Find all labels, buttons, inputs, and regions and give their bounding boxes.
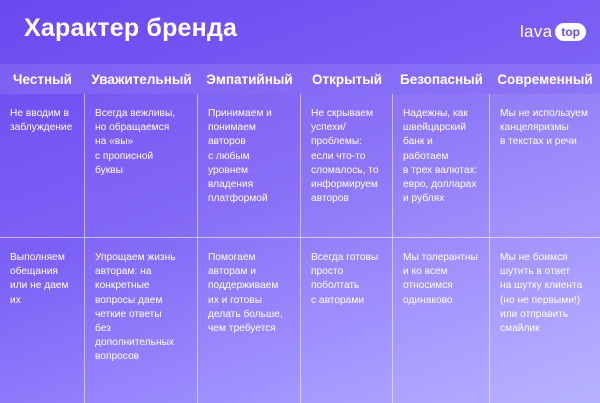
cell-text: Упрощаем жизнь авторам: на конкретные вопросы даем четкие ответы без дополнительных вопросов bbox=[95, 252, 176, 363]
column-header-respectful: Уважительный bbox=[91, 71, 192, 87]
cell-text: Всегда вежливы, но обращаемся на «вы» с прописной буквы bbox=[95, 108, 176, 176]
cell-text: Мы не используем канцеляризмы в текстах и речи bbox=[500, 108, 588, 148]
logo-badge: top bbox=[555, 23, 586, 41]
table-cell bbox=[0, 238, 85, 403]
cell-text: Всегда готовы просто поболтать с авторами bbox=[311, 252, 379, 306]
cell-text: Не скрываем успехи/ проблемы: если что-то сломалось, то информируем авторов bbox=[311, 108, 379, 205]
lava-top-logo bbox=[520, 22, 586, 42]
table-cell bbox=[198, 94, 301, 238]
table-cell bbox=[490, 238, 600, 403]
column-header-honest: Честный bbox=[13, 71, 72, 87]
cell-text: Не вводим в заблуждение bbox=[10, 108, 73, 134]
table-cell bbox=[301, 238, 393, 403]
cell-text: Мы толерантны и ко всем относимся одинаково bbox=[403, 252, 478, 306]
cell-text: Мы не боимся шутить в ответ на шутку клиента (но не первыми!) или отправить смайлик bbox=[500, 252, 583, 335]
traits-table bbox=[0, 94, 600, 403]
table-cell bbox=[198, 238, 301, 403]
cell-text: Надежны, как швейцарский банк и работаем в трех валютах: евро, долларах и рублях bbox=[403, 108, 478, 205]
cell-text: Принимаем и понимаем авторов с любым уровнем владения платформой bbox=[208, 108, 272, 205]
cell-text: Помогаем авторам и поддерживаем их и готовы делать больше, чем требуется bbox=[208, 252, 283, 335]
column-header-open: Открытый bbox=[311, 71, 383, 87]
column-header-empathetic: Эмпатийный bbox=[206, 71, 293, 87]
logo-text: lava bbox=[519, 22, 553, 41]
table-cell bbox=[301, 94, 393, 238]
column-header-safe: Безопасный bbox=[400, 71, 483, 87]
column-header-modern: Современный bbox=[497, 71, 593, 87]
table-cell bbox=[393, 94, 490, 238]
table-cell bbox=[393, 238, 490, 403]
table-cell bbox=[490, 94, 600, 238]
page-title: Характер бренда bbox=[24, 14, 238, 42]
table-header-row bbox=[0, 64, 600, 94]
table-cell bbox=[85, 94, 198, 238]
table-cell bbox=[0, 94, 85, 238]
cell-text: Выполняем обещания или не даем их bbox=[10, 252, 69, 306]
table-cell bbox=[85, 238, 198, 403]
